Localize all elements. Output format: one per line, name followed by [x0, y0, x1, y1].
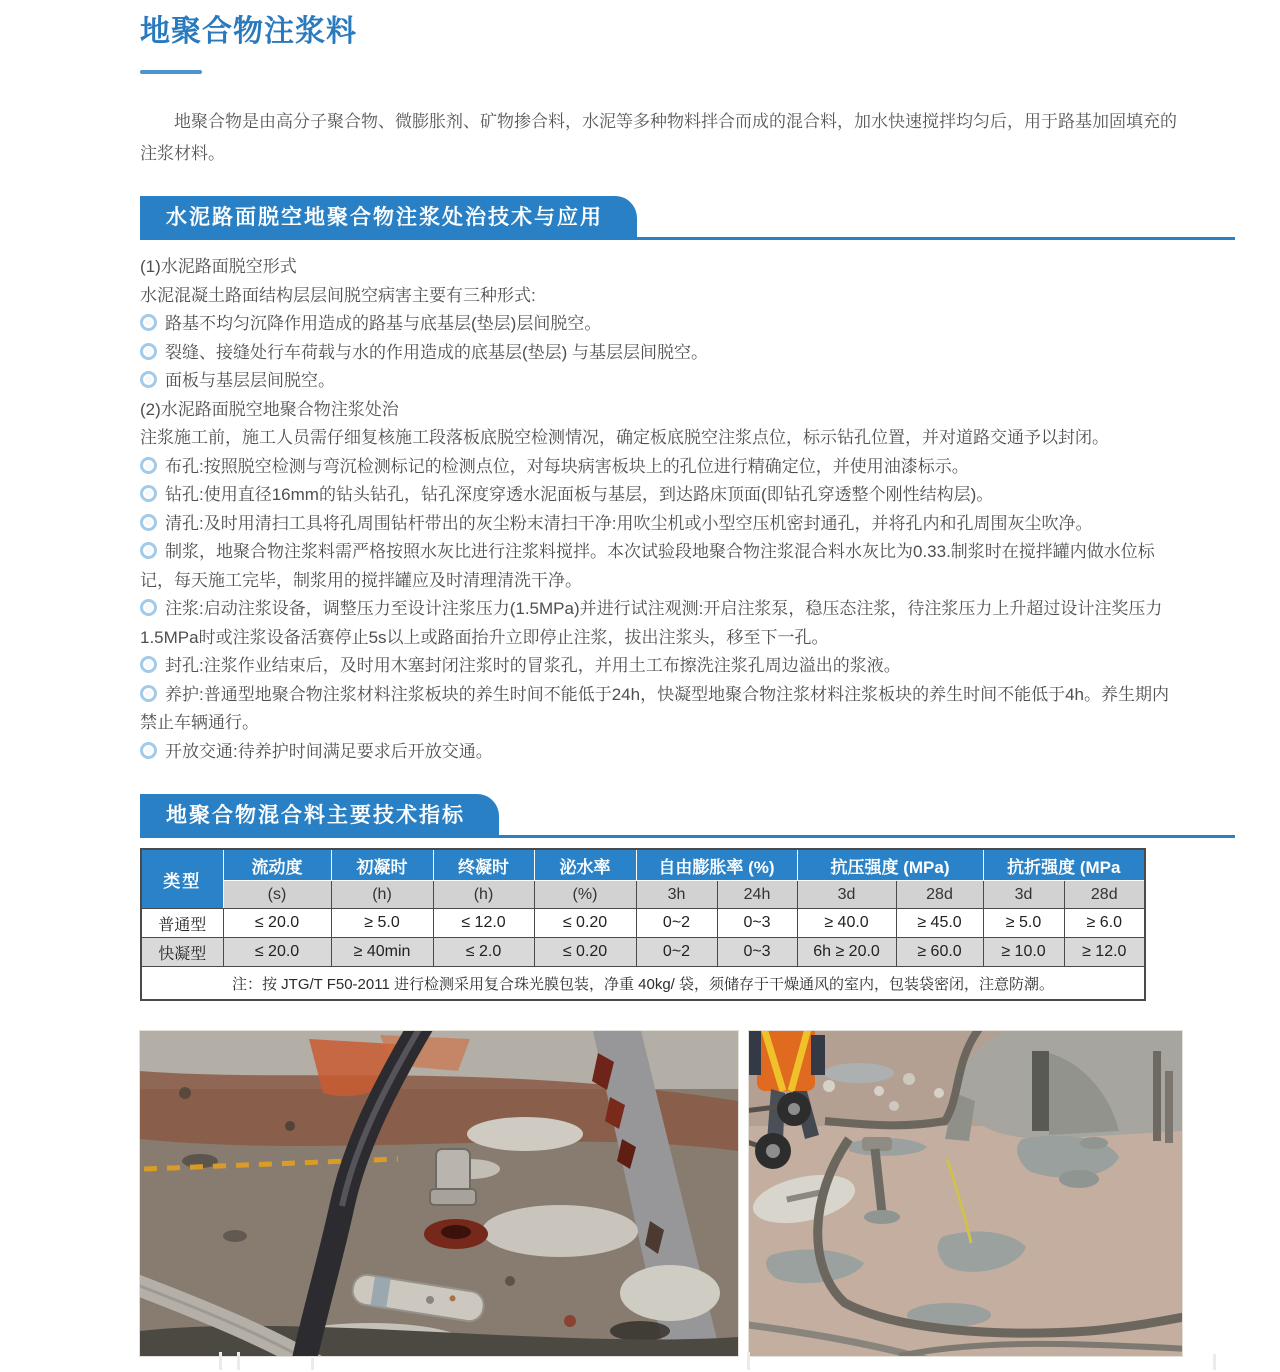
table-value-cell: ≤ 20.0 — [223, 909, 331, 938]
table-value-cell: ≥ 40min — [331, 938, 433, 967]
table-value-cell: 0~2 — [636, 909, 717, 938]
table-subheader-cell: 3d — [797, 881, 896, 909]
table-note-row — [141, 967, 1145, 1001]
table-header-type: 类型 — [141, 849, 223, 909]
table-subheader-cell: (h) — [433, 881, 534, 909]
table-subheader-cell: (%) — [534, 881, 636, 909]
paragraph-line: 面板与基层层间脱空。 — [140, 367, 1185, 396]
table-value-cell: ≥ 5.0 — [331, 909, 433, 938]
table-value-cell: ≤ 2.0 — [433, 938, 534, 967]
photo-construction-site — [749, 1031, 1182, 1356]
table-value-cell: ≥ 5.0 — [983, 909, 1064, 938]
paragraph-line: 开放交通:待养护时间满足要求后开放交通。 — [140, 738, 1185, 767]
table-subheader-cell: 28d — [896, 881, 983, 909]
ring-bullet-icon — [140, 656, 157, 673]
paragraph-line: 水泥混凝土路面结构层层间脱空病害主要有三种形式: — [140, 285, 536, 305]
ring-bullet-icon — [140, 457, 157, 474]
ring-bullet-icon — [140, 742, 157, 759]
title-underline — [140, 70, 202, 74]
table-header-group: 抗压强度 (MPa) — [797, 849, 983, 881]
construction-site-photo-art — [749, 1031, 1182, 1356]
table-row-type: 快凝型 — [141, 938, 223, 967]
table-subheader-cell: 3d — [983, 881, 1064, 909]
table-subheader-cell: (s) — [223, 881, 331, 909]
page-bottom-artifact — [1213, 1354, 1216, 1370]
table-value-cell: 0~3 — [717, 938, 797, 967]
table-subheader-cell: 3h — [636, 881, 717, 909]
ring-bullet-icon — [140, 514, 157, 531]
paragraph-line: 清孔:及时用清扫工具将孔周围钻杆带出的灰尘粉末清扫干净:用吹尘机或小型空压机密封通孔，并将孔内和孔周围灰尘吹净。 — [140, 510, 1185, 539]
ring-bullet-icon — [140, 314, 157, 331]
page-bottom-artifact — [311, 1358, 314, 1370]
table-subheader-cell: 28d — [1064, 881, 1145, 909]
table-note-cell: 注：按 JTG/T F50-2011 进行检测采用复合珠光膜包装，净重 40kg/ 袋，须储存于干燥通风的室内，包装袋密闭，注意防潮。 — [141, 967, 1145, 1001]
photo-grouting-hole — [140, 1031, 738, 1356]
table-row-type: 普通型 — [141, 909, 223, 938]
ring-bullet-icon — [140, 599, 157, 616]
table-value-cell: 6h ≥ 20.0 — [797, 938, 896, 967]
technique-paragraphs — [140, 253, 1185, 766]
table-value-cell: ≤ 0.20 — [534, 909, 636, 938]
page-bottom-artifact — [747, 1352, 750, 1370]
paragraph-line: 路基不均匀沉降作用造成的路基与底基层(垫层)层间脱空。 — [140, 310, 1185, 339]
section2-banner: 地聚合物混合料主要技术指标 — [140, 794, 499, 838]
table-value-cell: ≥ 10.0 — [983, 938, 1064, 967]
table-header-group: 抗折强度 (MPa — [983, 849, 1145, 881]
page-bottom-artifact — [219, 1352, 222, 1370]
table-value-cell: ≥ 60.0 — [896, 938, 983, 967]
paragraph-line: 裂缝、接缝处行车荷载与水的作用造成的底基层(垫层) 与基层层间脱空。 — [140, 339, 1185, 368]
paragraph-line: 注浆施工前，施工人员需仔细复核施工段落板底脱空检测情况，确定板底脱空注浆点位，标示钻孔位置，并对道路交通予以封闭。 — [140, 428, 1109, 447]
page-title: 地聚合物注浆料 — [140, 15, 357, 48]
content-column — [140, 0, 1185, 1356]
table-subheader-row — [141, 881, 1145, 909]
table-header-row — [141, 849, 1145, 881]
table-value-cell: ≥ 45.0 — [896, 909, 983, 938]
table-subheader-cell: (h) — [331, 881, 433, 909]
table-value-cell: ≤ 12.0 — [433, 909, 534, 938]
table-header-group: 泌水率 — [534, 849, 636, 881]
ring-bullet-icon — [140, 542, 157, 559]
table-data-row — [141, 909, 1145, 938]
section1-banner-row — [140, 196, 1185, 240]
spec-table — [140, 848, 1146, 1001]
page-bottom-artifact — [237, 1352, 240, 1370]
spec-table-head — [141, 849, 1145, 909]
table-data-row — [141, 938, 1145, 967]
paragraph-line: 钻孔:使用直径16mm的钻头钻孔，钻孔深度穿透水泥面板与基层，到达路床顶面(即钻孔穿透整个刚性结构层)。 — [140, 481, 1185, 510]
table-value-cell: 0~2 — [636, 938, 717, 967]
paragraph-line: 布孔:按照脱空检测与弯沉检测标记的检测点位，对每块病害板块上的孔位进行精确定位，并使用油漆标示。 — [140, 453, 1185, 482]
paragraph-line: 制浆，地聚合物注浆料需严格按照水灰比进行注浆料搅拌。本次试验段地聚合物注浆混合料水灰比为0.33.制浆时在搅拌罐内做水位标记，每天施工完毕，制浆用的搅拌罐应及时清理清洗干净。 — [140, 542, 1155, 590]
table-header-group: 终凝时 — [433, 849, 534, 881]
ring-bullet-icon — [140, 371, 157, 388]
grouting-hole-photo-art — [140, 1031, 738, 1356]
spec-table-body — [141, 909, 1145, 1001]
table-subheader-cell: 24h — [717, 881, 797, 909]
table-value-cell: ≤ 0.20 — [534, 938, 636, 967]
paragraph-line: 注浆:启动注浆设备，调整压力至设计注浆压力(1.5MPa)并进行试注观测:开启注浆泵，稳压态注浆，待注浆压力上升超过设计注奖压力1.5MPa时或注浆设备活赛停止5s以上或路面抬升立即停止注浆，拔出注浆头，移至下一孔。 — [140, 599, 1163, 647]
section1-banner: 水泥路面脱空地聚合物注浆处治技术与应用 — [140, 196, 637, 240]
paragraph-line: 养护:普通型地聚合物注浆材料注浆板块的养生时间不能低于24h，快凝型地聚合物注浆材料注浆板块的养生时间不能低于4h。养生期内禁止车辆通行。 — [140, 684, 1169, 732]
paragraph-line: (1)水泥路面脱空形式 — [140, 257, 297, 276]
section2-banner-row — [140, 794, 1185, 838]
intro-paragraph: 地聚合物是由高分子聚合物、微膨胀剂、矿物掺合料，水泥等多种物料拌合而成的混合料，加水快速搅拌均匀后，用于路基加固填充的注浆材料。 — [140, 112, 1177, 163]
table-header-group: 流动度 — [223, 849, 331, 881]
table-header-group: 初凝时 — [331, 849, 433, 881]
paragraph-line: 封孔:注浆作业结束后，及时用木塞封闭注浆时的冒浆孔，并用土工布擦洗注浆孔周边溢出的浆液。 — [140, 652, 1185, 681]
paragraph-line: (2)水泥路面脱空地聚合物注浆处治 — [140, 399, 399, 419]
ring-bullet-icon — [140, 343, 157, 360]
ring-bullet-icon — [140, 485, 157, 502]
table-value-cell: 0~3 — [717, 909, 797, 938]
table-header-group: 自由膨胀率 (%) — [636, 849, 797, 881]
ring-bullet-icon — [140, 685, 157, 702]
table-value-cell: ≤ 20.0 — [223, 938, 331, 967]
photo-row — [140, 1031, 1185, 1356]
table-value-cell: ≥ 6.0 — [1064, 909, 1145, 938]
table-value-cell: ≥ 40.0 — [797, 909, 896, 938]
table-value-cell: ≥ 12.0 — [1064, 938, 1145, 967]
